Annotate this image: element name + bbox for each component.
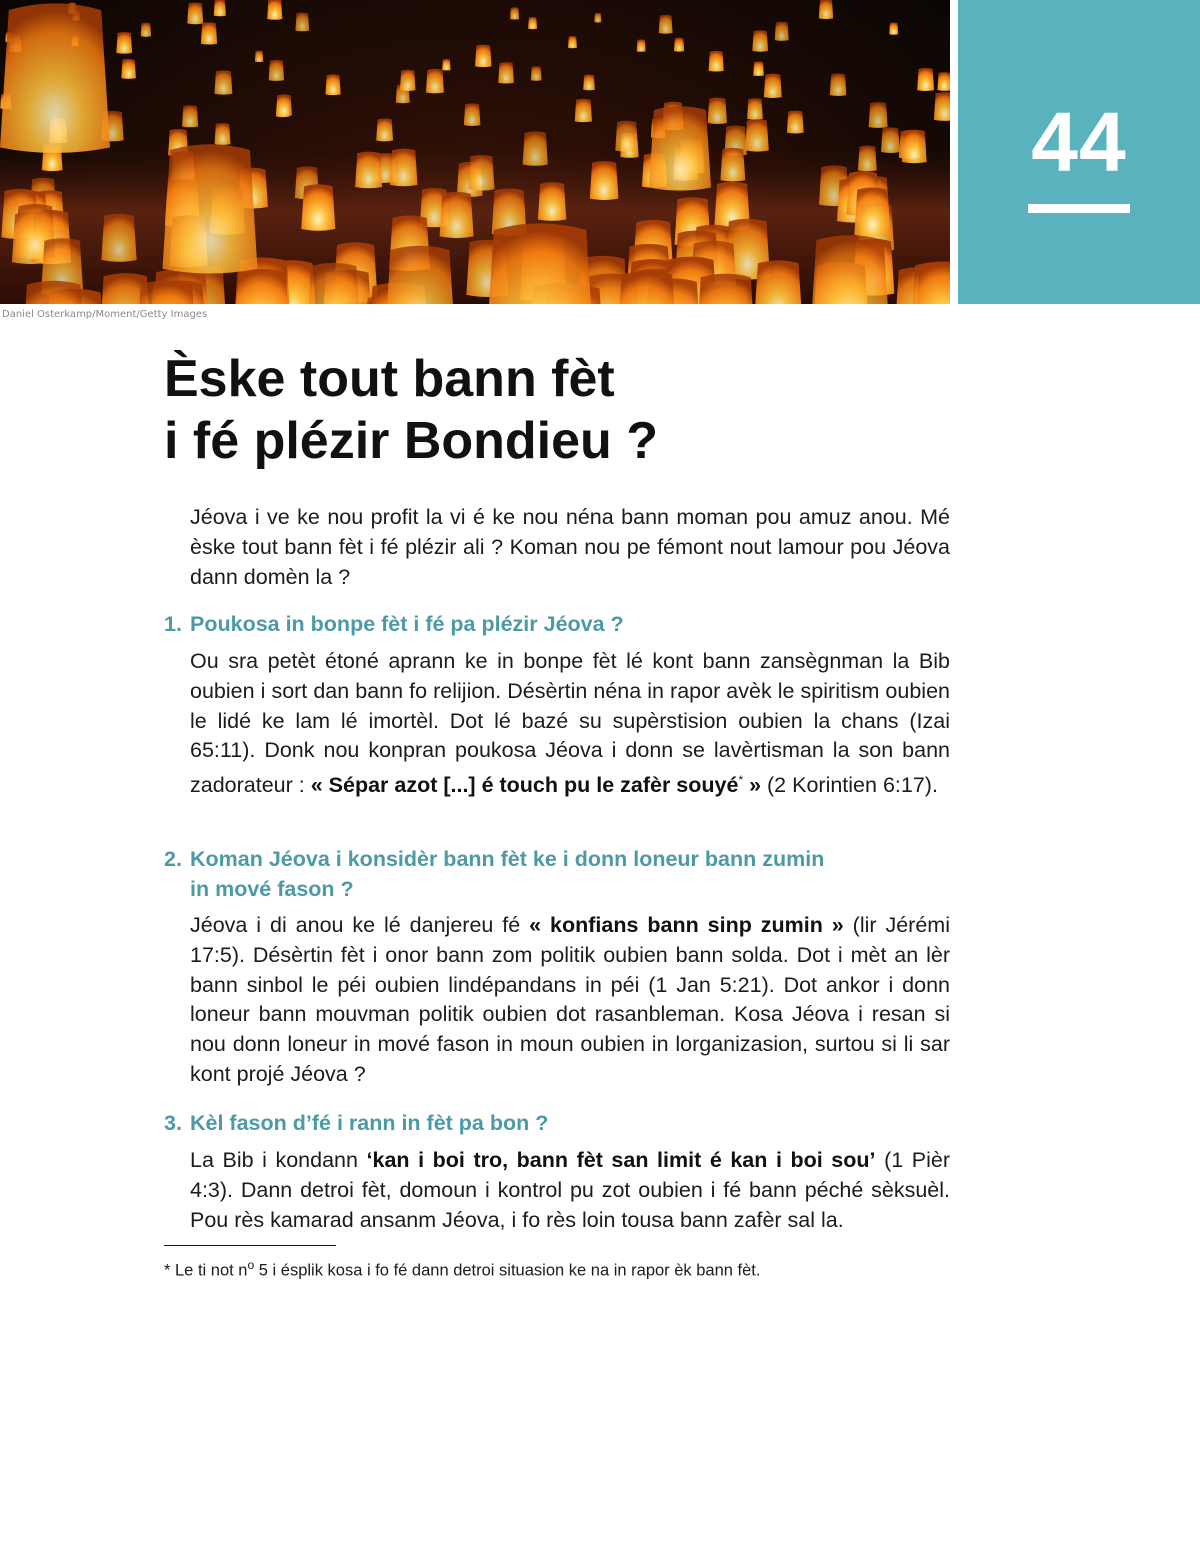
photo-credit: Daniel Osterkamp/Moment/Getty Images [2,309,208,320]
footnote [164,1258,760,1281]
footnote-marker[interactable]: * [738,773,744,788]
lantern-shape [881,127,900,153]
hero-photo [0,0,950,304]
title-line-2: i fé plézir Bondieu ? [164,412,659,470]
footnote-marker-label: * [164,1261,171,1280]
lantern-shape [937,72,950,91]
lantern-shape [355,152,382,189]
lantern-shape [101,214,136,262]
lantern-shape [385,246,455,304]
lantern-shape [830,73,847,96]
section-3-text-before: La Bib i kondann [190,1148,367,1172]
lantern-shape [301,184,335,230]
lantern-shape [775,22,789,41]
lantern-shape [267,0,282,20]
lantern-shape [659,15,673,34]
lantern-shape [696,274,756,304]
lanterns-illustration [0,0,950,304]
question-2-number: 2. [164,847,182,871]
lantern-shape [22,281,86,304]
question-3-text: Kèl fason d’fé i rann in fèt pa bon ? [190,1111,549,1135]
question-3-number: 3. [164,1111,182,1135]
section-3-paragraph [190,1146,950,1235]
lantern-shape [575,99,592,122]
lantern-shape [753,61,764,76]
section-2-text-after: (lir Jérémi 17:5). Désèrtin fèt i onor bann zom politik oubien bann solda. Dot i mèt an lèr bann sinbol le péi oubien lindépandans in péi (1 Jan 5:21). Dot ankor i donn loneur bann mouvman politik oubien dot rasanbleman. Kosa Jéova i resan si nou donn loneur in mové fason in moun oubien in lorganizasion, surtou si li sar kont projé Jéova ? [190,913,950,1086]
question-1-text: Poukosa in bonpe fèt i fé pa plézir Jéova ? [190,612,624,636]
lantern-shape [187,3,203,25]
question-1-heading [164,609,954,639]
lantern-shape [764,74,782,98]
lantern-shape [590,161,619,200]
lantern-shape [426,69,444,93]
lantern-shape [523,131,548,165]
lantern-shape [325,74,340,95]
lantern-shape [754,260,802,304]
lantern-shape [214,70,232,94]
footnote-text-after: 5 i ésplik kosa i fo fé dann detroi situasion ke na in rapor èk bann fèt. [254,1261,761,1280]
question-2-text-line-2: in mové fason ? [190,877,354,901]
section-2-paragraph [190,911,950,1090]
lantern-shape [440,192,474,238]
lesson-number: 44 [1031,95,1127,189]
lantern-shape [708,98,727,124]
lantern-shape [182,105,198,127]
section-1-text-after: (2 Korintien 6:17). [761,773,938,798]
intro-paragraph: Jéova i ve ke nou profit la vi é ke nou néna bann moman pou amuz anou. Mé èske tout bann fèt i fé plézir ali ? Koman nou pe fémont nout lamour pou Jéova dann domèn la ? [190,505,950,589]
lantern-shape [787,111,804,134]
lantern-shape [307,263,361,304]
section-3-text-after: (1 Pièr 4:3). Dann detroi fèt, domoun i kontrol pu zot oubien i fé bann péché sèksuèl. Pou rès kamarad ansanm Jéova, i fo rès loin tousa bann zafèr sal la. [190,1148,950,1232]
lantern-shape [568,36,577,48]
lantern-shape [538,182,566,221]
lantern-shape [583,75,595,91]
lantern-shape [116,32,132,54]
lantern-shape [915,262,950,304]
section-2-quote: « konfians bann sinp zumin » [529,913,844,937]
lantern-shape [709,51,724,72]
lantern-shape [869,102,888,128]
lantern-shape [276,94,292,116]
footnote-superscript: o [247,1258,255,1272]
lantern-shape [854,188,890,237]
lantern-shape [121,59,136,79]
lantern-shape [214,0,226,16]
lantern-shape [810,235,890,304]
lantern-shape [255,51,263,62]
lesson-number-box [958,0,1200,304]
lantern-shape [889,23,898,35]
section-1-quote: « Sépar azot [...] é touch pu le zafèr souyé [310,773,739,798]
section-3-quote: ‘kan i boi tro, bann fèt san limit é kan i boi sou’ [366,1148,876,1172]
lantern-shape [442,59,450,70]
lantern-shape [531,66,542,81]
lantern-shape [617,271,677,304]
lantern-shape [475,45,491,67]
lantern-shape [498,62,514,83]
lantern-shape [594,13,601,23]
section-1-paragraph [190,647,950,801]
question-2-heading [164,844,954,904]
lantern-shape [649,106,711,190]
lantern-shape [136,281,197,304]
lantern-shape [747,98,763,119]
lantern-shape [819,0,833,19]
question-3-heading [164,1108,954,1138]
lantern-shape [163,144,258,273]
lantern-shape [917,68,934,91]
footnote-divider [164,1245,336,1246]
lantern-shape [0,3,110,153]
lantern-shape [510,7,519,19]
lantern-shape [752,30,768,51]
lantern-shape [720,148,745,182]
lantern-shape [464,103,481,126]
lantern-shape [615,121,638,152]
title-line-1: Èske tout bann fèt [164,350,615,408]
lantern-shape [201,22,217,44]
lesson-number-underline [1028,204,1130,213]
section-2-text-before: Jéova i di anou ke lé danjereu fé [190,913,530,937]
lantern-shape [376,118,393,141]
section-1-quote-end: » [743,773,762,798]
lantern-shape [902,130,927,164]
lantern-shape [214,123,230,145]
footnote-text-before: Le ti not n [170,1261,248,1280]
lantern-shape [745,119,769,151]
lantern-shape [295,13,309,32]
lantern-shape [400,70,416,91]
lantern-shape [934,92,950,121]
lantern-shape [141,23,151,37]
lantern-shape [468,155,494,191]
lantern-shape [637,40,646,52]
lantern-shape [674,38,684,52]
lantern-shape [269,60,284,81]
page-title [164,348,924,472]
lantern-shape [233,269,291,304]
question-2-text-line-1: Koman Jéova i konsidèr bann fèt ke i donn loneur bann zumin [190,847,825,871]
section-1-text-before: Ou sra petèt étoné aprann ke in bonpe fèt lé kont bann zansègnman la Bib oubien i sort dan bann fo relijion. Désèrtin néna in rapor avèk le spiritism oubien le lidé ke lam lé imortèl. Dot lé bazé su supèrstision oubien la chans (Izai 65:11). Donk nou konpran poukosa Jéova i donn se lavèrtisman la son bann zadorateur : [190,649,950,798]
lantern-shape [858,146,877,172]
lantern-shape [485,223,595,304]
question-1-number: 1. [164,612,182,636]
lantern-shape [528,17,537,29]
lantern-shape [390,149,418,187]
